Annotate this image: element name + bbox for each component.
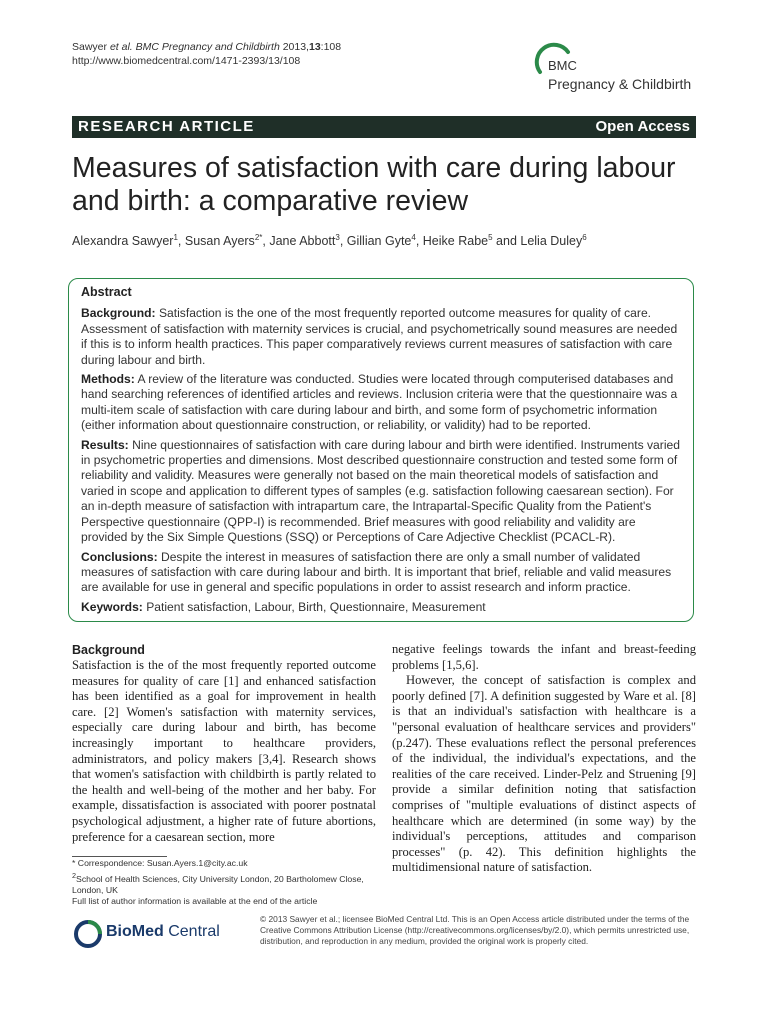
author-affiliation-mark: 1 — [173, 233, 178, 242]
abstract-results: Results: Nine questionnaires of satisfaction with care during labour and birth were identified. Instruments varied in psychometric properties and dimensions. Most described questionnaire construction and tested some form of reliability and validity. Measures were generally not based on the main theoretical models of satisfaction and varied in scope and application to different types of samples (e.g. satisfaction following caesarean section). For an in-depth measure of satisfaction with intrapartum care, the Intrapartal-Specific Quality from the Patient's Perspective questionnaire (QPP-I) is recommended. Brief measures with good reliability and validity are provided by the Six Simple Questions (SSQ) or Perceptions of Care Adjective Checklist (PCACL-R). — [81, 437, 680, 545]
citation-article: :108 — [320, 41, 342, 53]
biomed-central-wordmark: BioMed Central — [106, 923, 220, 940]
author-name: Lelia Duley — [520, 234, 583, 249]
journal-logo — [532, 42, 702, 102]
citation-volume: 13 — [308, 41, 321, 53]
abstract-heading: Abstract — [81, 285, 132, 299]
body-paragraph: Satisfaction is the of the most frequently reported outcome measures for quality of care [1] and enhanced satisfaction has been identified as a goal for improvement in health care. [2] Women's satisfaction with maternity services, especially care during labour and birth, has become increasingly important to healthcare providers, administrators, and policy makers [3,4]. Research shows that women's satisfaction with childbirth is partly related to the health and well-being of the mother and her baby. For example, dissatisfaction is associated with poorer postnatal psychological adjustment, a higher rate of future abortions, preference for a caesarean section, more — [72, 658, 376, 844]
body-column-left — [72, 642, 376, 845]
author-affiliation-mark: 3 — [335, 233, 340, 242]
article-type-banner — [72, 116, 696, 138]
citation-header — [72, 40, 341, 68]
open-access-label: Open Access — [595, 118, 690, 135]
citation-journal: BMC Pregnancy and Childbirth — [135, 41, 280, 53]
article-title: Measures of satisfaction with care during labour and birth: a comparative review — [72, 152, 676, 217]
author-name: Jane Abbott — [269, 234, 336, 249]
footnote-divider — [72, 856, 167, 857]
footnotes — [72, 858, 376, 908]
author-name: Susan Ayers — [184, 234, 255, 249]
author-affiliation-mark: 2* — [254, 233, 263, 242]
abstract-conclusions: Conclusions: Despite the interest in measures of satisfaction there are only a small number of validated measures of satisfaction with care during labour and birth. It is important that brief, reliable and valid measures are available for use in general and specific populations in order to assist research and inform practice. — [81, 549, 672, 595]
author-info-note: Full list of author information is available at the end of the article — [72, 896, 318, 907]
article-url[interactable]: http://www.biomedcentral.com/1471-2393/13/108 — [72, 55, 301, 67]
abstract-box — [68, 278, 694, 622]
section-heading-background: Background — [72, 643, 145, 657]
biomed-swirl-icon — [72, 918, 104, 950]
logo-journal-name: Pregnancy & Childbirth — [548, 76, 692, 92]
citation-authors: Sawyer — [72, 41, 108, 53]
author-affiliation-mark: 6 — [582, 233, 587, 242]
author-affiliation-mark: 4 — [411, 233, 416, 242]
author-name: Gillian Gyte — [346, 234, 412, 249]
article-type-label: RESEARCH ARTICLE — [78, 118, 255, 135]
affiliation-note: $^2$School of Health Sciences, City University London, 20 Bartholomew Close, London, UK — [72, 870, 364, 895]
citation-year: 2013, — [282, 41, 309, 53]
correspondence-note: * Correspondence: Susan.Ayers.1@city.ac.uk — [72, 858, 248, 868]
author-affiliation-mark: 5 — [488, 233, 493, 242]
abstract-methods: Methods: A review of the literature was conducted. Studies were located through computerised databases and hand searching references of identified articles and reviews. Inclusion criteria were that the questionnaire was a multi-item scale of satisfaction with care during labour and birth, and some form of psychometric information (either information about questionnaire construction, or reliability, or validity) had to be reported. — [81, 372, 678, 433]
author-list: Alexandra Sawyer$^1$, Susan Ayers$^{2*}$, Jane Abbott$^3$, Gillian Gyte$^4$, Heike Rabe$^5$ and Lelia Duley$^6$ — [72, 233, 587, 249]
citation-line — [72, 40, 341, 54]
body-column-right — [392, 642, 696, 876]
license-text: © 2013 Sawyer et al.; licensee BioMed Central Ltd. This is an Open Access article distributed under the terms of the Creative Commons Attribution License (http://creativecommons.org/licenses/by/2.0), which permits unrestricted use, distribution, and reproduction in any medium, provided the original work is properly cited. — [260, 914, 690, 946]
abstract-keywords: Keywords: Patient satisfaction, Labour, Birth, Questionnaire, Measurement — [81, 599, 486, 614]
abstract-background: Background: Satisfaction is the one of the most frequently reported outcome measures for quality of care. Assessment of satisfaction with maternity services is crucial, and psychometrically sound measures are needed if this is to inform health practices. This paper comparatively reviews current measures of satisfaction with care during labour and birth. — [81, 306, 678, 367]
body-paragraph: negative feelings towards the infant and breast-feeding problems [1,5,6]. — [392, 642, 696, 672]
author-name: Heike Rabe — [422, 234, 489, 249]
biomed-central-logo — [72, 918, 222, 950]
citation-etal: et al. — [109, 41, 133, 53]
author-name: Alexandra Sawyer — [72, 234, 174, 249]
logo-bmc: BMC — [548, 58, 577, 73]
body-paragraph: However, the concept of satisfaction is complex and poorly defined [7]. A definition suggested by Ware et al. [8] is that an individual's satisfaction with healthcare is a "personal evaluation of healthcare services and providers" (p.247). These evaluations reflect the personal preferences of the individual, the individual's expectations, and the realities of the care received. Linder-Pelz and Struening [9] provide a similar definition noting that satisfaction comprises of "multiple evaluations of distinct aspects of healthcare which are determined (in some way) by the individual's perceptions, attitudes and comparison processes" (p. 42). This definition highlights the multidimensional nature of satisfaction. — [392, 673, 696, 875]
